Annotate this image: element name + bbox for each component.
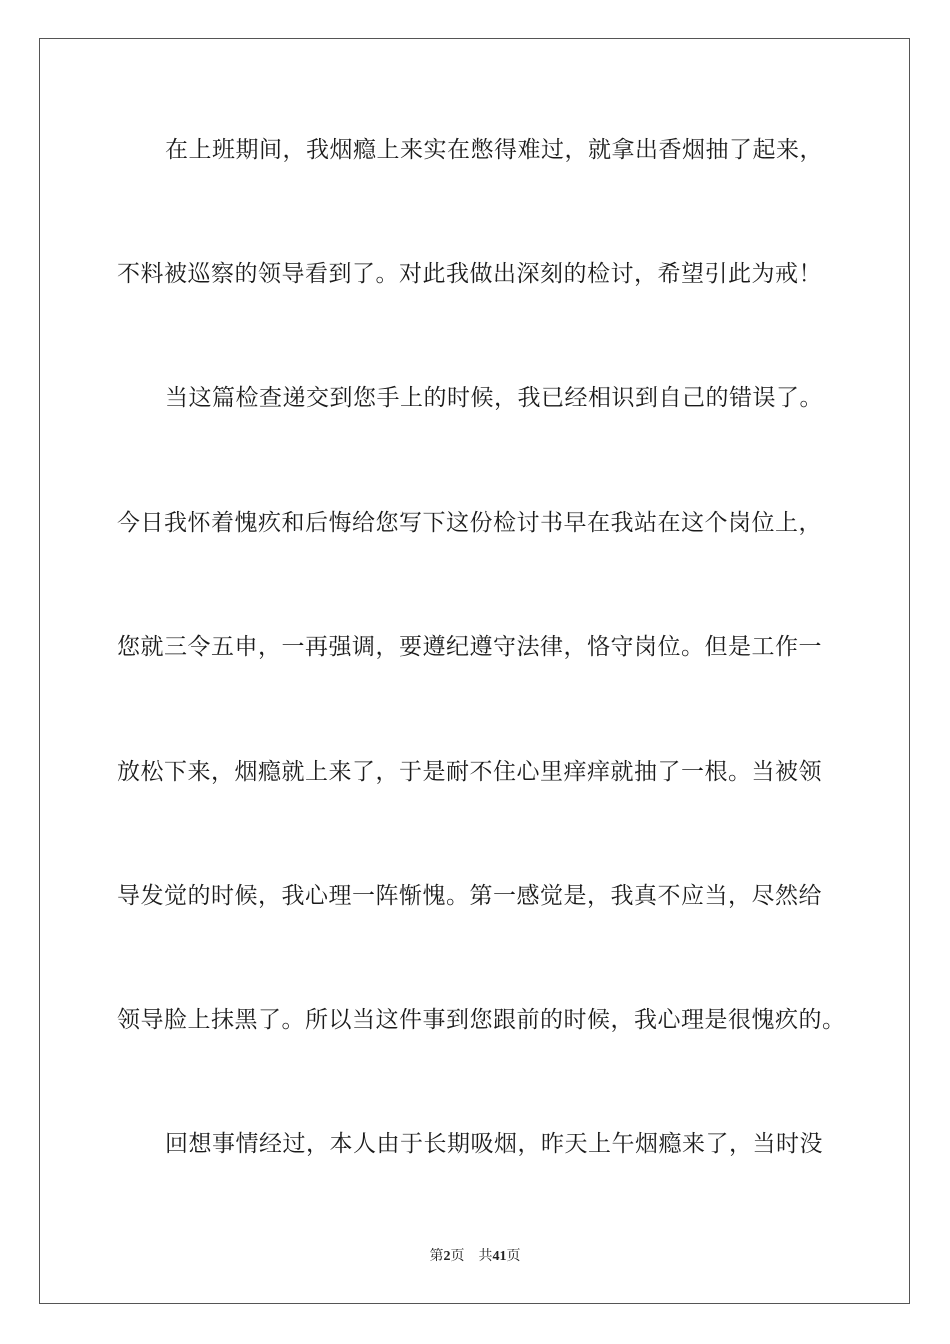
total-prefix: 共: [478, 1249, 493, 1264]
paragraph-line-1: 在上班期间，我烟瘾上来实在憋得难过，就拿出香烟抽了起来，: [165, 137, 823, 163]
paragraph-line-8: 领导脸上抹黑了。所以当这件事到您跟前的时候，我心理是很愧疚的。: [117, 1007, 846, 1033]
paragraph-line-3: 当这篇检查递交到您手上的时候，我已经相识到自己的错误了。: [165, 385, 823, 411]
paragraph-line-2: 不料被巡察的领导看到了。对此我做出深刻的检讨，希望引此为戒！: [117, 261, 822, 287]
page-footer: [0, 1247, 950, 1267]
total-pages: 41: [492, 1249, 507, 1264]
page-number: 2: [443, 1249, 451, 1264]
paragraph-line-9: 回想事情经过，本人由于长期吸烟，昨天上午烟瘾来了，当时没: [165, 1131, 823, 1157]
paragraph-line-7: 导发觉的时候，我心理一阵惭愧。第一感觉是，我真不应当，尽然给: [117, 883, 822, 909]
total-suffix: 页: [506, 1249, 521, 1264]
page-prefix: 第: [429, 1249, 444, 1264]
paragraph-line-4: 今日我怀着愧疚和后悔给您写下这份检讨书早在我站在这个岗位上，: [117, 510, 822, 536]
paragraph-line-5: 您就三令五申，一再强调，要遵纪遵守法律，恪守岗位。但是工作一: [117, 634, 822, 660]
paragraph-line-6: 放松下来，烟瘾就上来了，于是耐不住心里痒痒就抽了一根。当被领: [117, 759, 822, 785]
page-frame: [39, 38, 910, 1304]
page-suffix: 页: [450, 1249, 465, 1264]
